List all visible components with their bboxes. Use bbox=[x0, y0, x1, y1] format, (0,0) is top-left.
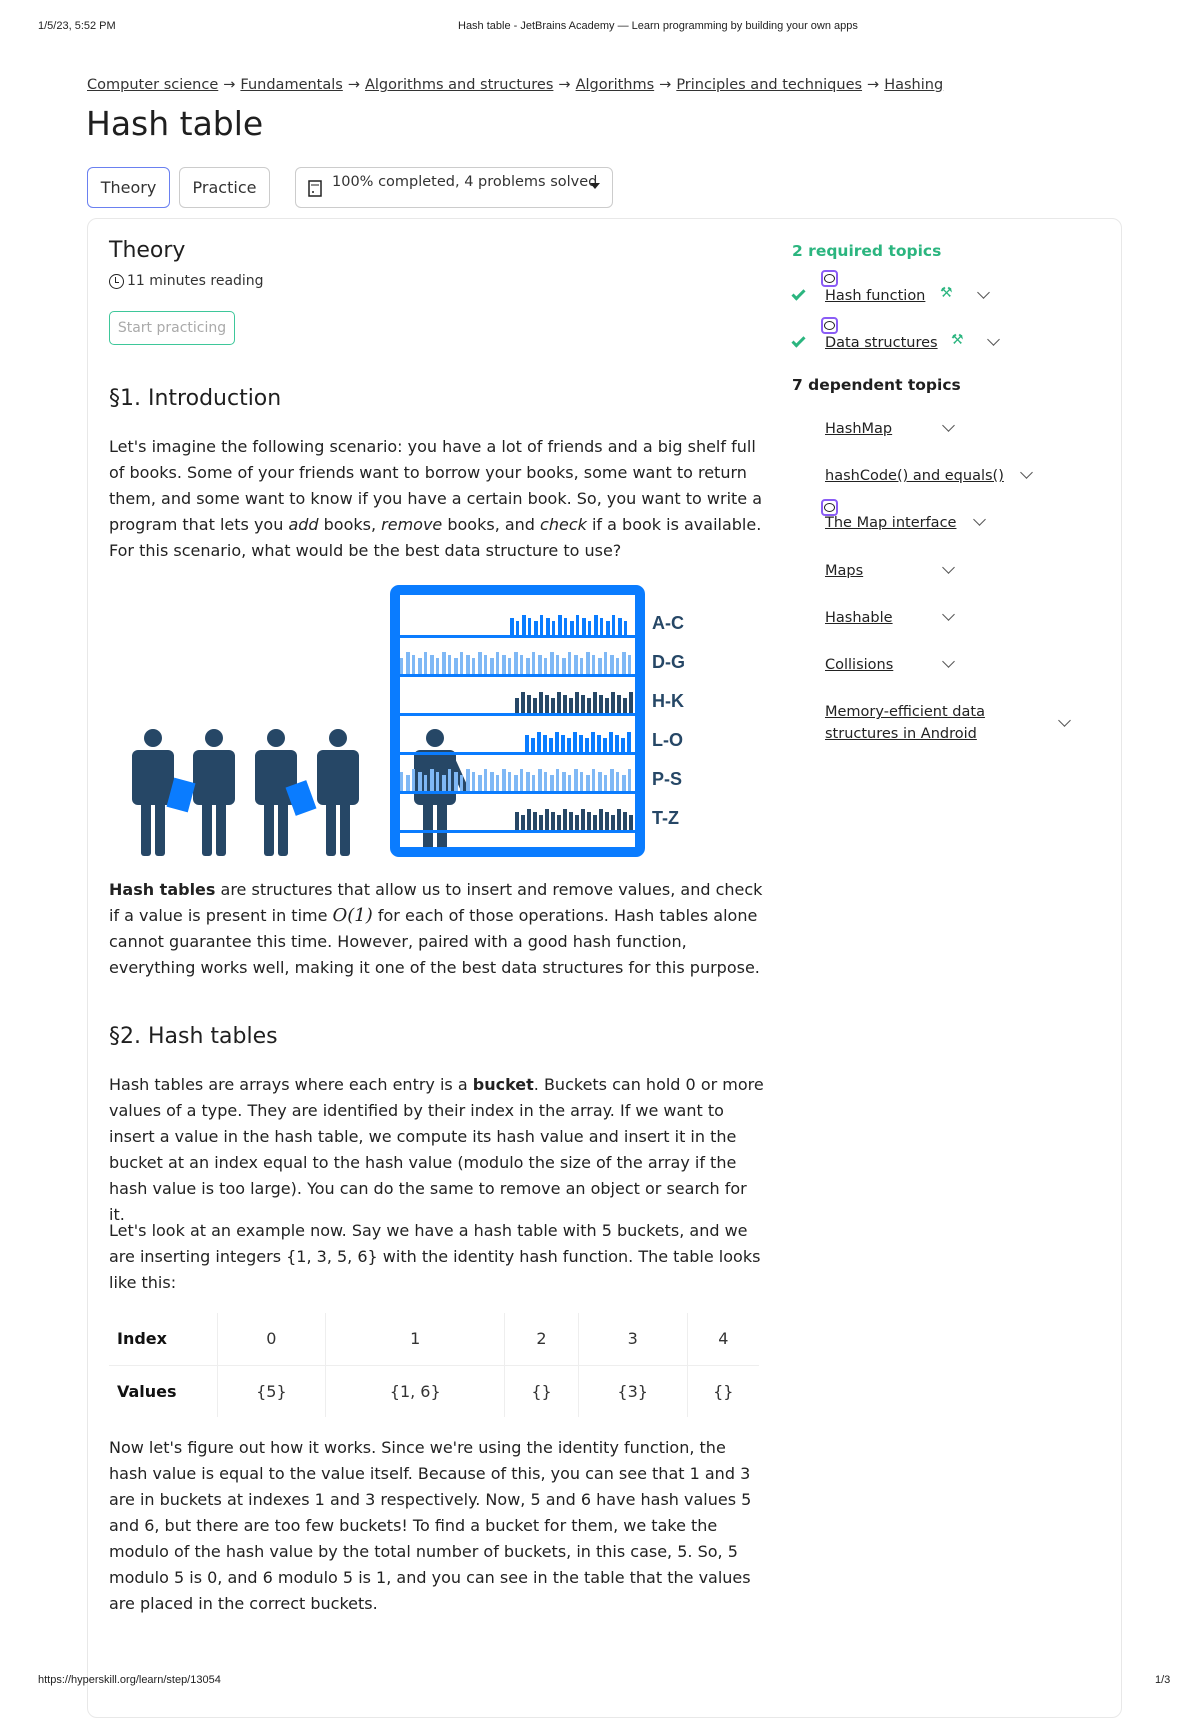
book bbox=[563, 695, 567, 713]
book bbox=[550, 652, 554, 674]
book bbox=[612, 615, 615, 635]
person-head bbox=[144, 729, 162, 747]
book bbox=[604, 775, 607, 791]
book bbox=[406, 652, 410, 674]
book bbox=[562, 772, 566, 791]
hammer-icon: ⚒ bbox=[940, 285, 953, 301]
book bbox=[597, 735, 601, 752]
book bbox=[528, 618, 531, 635]
text: are structures that allow us to insert and remove values, and check if a value is present in time bbox=[109, 880, 763, 925]
book bbox=[544, 772, 547, 791]
book bbox=[502, 769, 506, 791]
required-topic-link[interactable]: Data structures bbox=[825, 335, 938, 351]
book bbox=[616, 658, 619, 674]
book bbox=[521, 692, 525, 713]
book bbox=[600, 618, 603, 635]
reading-time-text: 11 minutes reading bbox=[127, 273, 264, 289]
book bbox=[599, 695, 603, 713]
progress-text: 100% completed, 4 problems solved bbox=[332, 174, 598, 190]
section-2-paragraph-3: Now let's figure out how it works. Since we're using the identity function, the hash value is equal to the value itself. Because of this, you can see that 1 and 3 are in buckets at indexes 1 and 3 respectively. Now, 5 and 6 have hash values 5 and 6, but there are too few buckets! To find a bucket for them, we take the modulo of the hash value by the total number of buckets, in this case, 5. So, 5 modulo 5 is 0, and 6 modulo 5 is 1, and you can see in the table that the values are placed in the correct buckets. bbox=[109, 1438, 752, 1613]
person-body bbox=[193, 750, 235, 805]
book bbox=[532, 652, 535, 674]
person-leg bbox=[155, 800, 165, 856]
theory-heading: Theory bbox=[109, 238, 186, 263]
book bbox=[551, 812, 555, 830]
start-practicing-button[interactable]: Start practicing bbox=[109, 311, 235, 345]
book bbox=[448, 655, 451, 674]
book bbox=[436, 658, 439, 674]
table-cell: {} bbox=[505, 1365, 579, 1417]
book bbox=[490, 658, 494, 674]
required-topics-heading: 2 required topics bbox=[792, 242, 942, 260]
book bbox=[537, 732, 541, 752]
breadcrumb-sep: → bbox=[347, 77, 360, 93]
table-cell: 3 bbox=[578, 1313, 687, 1365]
shelf-labels bbox=[652, 613, 685, 828]
book bbox=[526, 772, 530, 791]
book bbox=[490, 772, 494, 791]
book bbox=[430, 655, 434, 674]
shelf-label: H-K bbox=[652, 691, 684, 711]
book bbox=[510, 618, 514, 635]
shelf-board bbox=[400, 635, 635, 638]
section-2-paragraph-2: Let's look at an example now. Say we have a hash table with 5 buckets, and we are inserting integers {1, 3, 5, 6} with the identity hash function. The table looks like this: bbox=[109, 1221, 761, 1292]
book bbox=[442, 652, 446, 674]
book bbox=[599, 809, 603, 830]
bold-term: Hash tables bbox=[109, 880, 216, 899]
dependent-topic-link[interactable]: HashMap bbox=[825, 421, 893, 437]
person-leg bbox=[264, 800, 274, 856]
book bbox=[400, 658, 403, 674]
shelf-board bbox=[400, 752, 635, 755]
book bbox=[598, 658, 602, 674]
book bbox=[539, 815, 543, 830]
book bbox=[591, 732, 595, 752]
breadcrumb-sep: → bbox=[558, 77, 571, 93]
book bbox=[621, 738, 625, 752]
dependent-topic-link[interactable]: Memory-efficient data structures in Android bbox=[825, 704, 985, 742]
book bbox=[508, 772, 511, 791]
person-leg bbox=[326, 800, 336, 856]
book bbox=[540, 615, 543, 635]
book bbox=[611, 692, 615, 713]
book bbox=[615, 735, 619, 752]
book bbox=[628, 769, 631, 791]
book bbox=[594, 615, 598, 635]
hammer-icon: ⚒ bbox=[951, 332, 964, 348]
table-cell: {5} bbox=[217, 1365, 326, 1417]
book bbox=[544, 658, 547, 674]
book bbox=[574, 769, 578, 791]
book bbox=[592, 769, 595, 791]
book bbox=[576, 615, 579, 635]
person-leg bbox=[278, 800, 288, 856]
book bbox=[622, 652, 626, 674]
book bbox=[538, 769, 542, 791]
book bbox=[598, 772, 602, 791]
clock-icon bbox=[109, 274, 124, 289]
person-head bbox=[426, 729, 444, 747]
book bbox=[557, 815, 561, 830]
breadcrumb-link[interactable]: Algorithms and structures bbox=[364, 77, 554, 93]
shelf-label: P-S bbox=[652, 769, 683, 789]
book bbox=[478, 775, 482, 791]
table-cell: 4 bbox=[687, 1313, 759, 1365]
dependent-topics-heading: 7 dependent topics bbox=[792, 376, 961, 394]
section-1-paragraph-2 bbox=[109, 877, 764, 981]
shelf-board bbox=[400, 713, 635, 716]
book bbox=[400, 772, 403, 791]
book bbox=[466, 655, 470, 674]
book bbox=[545, 809, 549, 830]
book bbox=[627, 732, 631, 752]
book bbox=[574, 655, 578, 674]
book bbox=[575, 692, 579, 713]
book bbox=[484, 769, 487, 791]
book bbox=[448, 769, 451, 791]
book bbox=[442, 775, 446, 791]
person-leg bbox=[216, 800, 226, 856]
book bbox=[527, 695, 531, 713]
book bbox=[587, 698, 591, 713]
bookshelf-illustration bbox=[120, 585, 770, 860]
book bbox=[549, 738, 553, 752]
tab-theory[interactable]: Theory bbox=[87, 167, 170, 208]
book bbox=[525, 735, 529, 752]
section-2-paragraph-1 bbox=[109, 1072, 764, 1228]
book bbox=[412, 769, 415, 791]
shelf-board bbox=[400, 674, 635, 677]
book bbox=[515, 812, 519, 830]
text: for each of those operations. Hash tables alone cannot guarantee this time. However, paired with a good hash function, everything works well, making it one of the best data structures for this purpose. bbox=[109, 906, 760, 977]
shelf-label: T-Z bbox=[652, 808, 679, 828]
book bbox=[588, 621, 591, 635]
book bbox=[472, 658, 475, 674]
text: books, and bbox=[442, 515, 541, 534]
person-leg bbox=[202, 800, 212, 856]
book bbox=[521, 815, 525, 830]
book bbox=[623, 812, 627, 830]
emphasis: check bbox=[540, 515, 587, 534]
book bbox=[406, 775, 410, 791]
book bbox=[418, 658, 422, 674]
book bbox=[424, 775, 427, 791]
shelf-board bbox=[400, 791, 635, 794]
book bbox=[532, 775, 535, 791]
book bbox=[569, 698, 573, 713]
dependent-topic-link[interactable]: hashCode() and equals() bbox=[825, 468, 1004, 484]
book bbox=[628, 655, 631, 674]
breadcrumb-link[interactable]: Algorithms bbox=[575, 77, 655, 93]
print-title: Hash table - JetBrains Academy — Learn programming by building your own apps bbox=[458, 20, 858, 32]
book bbox=[618, 618, 622, 635]
text: books, bbox=[318, 515, 382, 534]
book bbox=[622, 775, 626, 791]
book bbox=[538, 655, 542, 674]
book bbox=[575, 815, 579, 830]
person-leg bbox=[340, 800, 350, 856]
person-body bbox=[317, 750, 359, 805]
book bbox=[623, 698, 627, 713]
book bbox=[579, 735, 583, 752]
book bbox=[454, 772, 458, 791]
book bbox=[605, 812, 609, 830]
section-1-title: §1. Introduction bbox=[109, 386, 282, 411]
book bbox=[564, 618, 567, 635]
book bbox=[624, 621, 627, 635]
book bbox=[551, 698, 555, 713]
breadcrumb-sep: → bbox=[659, 77, 672, 93]
reading-time bbox=[109, 273, 264, 289]
page-title: Hash table bbox=[86, 104, 264, 143]
book bbox=[531, 738, 535, 752]
dependent-topic-link[interactable]: Maps bbox=[825, 563, 864, 579]
hash-table-example bbox=[109, 1313, 759, 1417]
book bbox=[581, 695, 585, 713]
math-o1: O(1) bbox=[332, 905, 373, 926]
book bbox=[610, 769, 614, 791]
tab-practice[interactable]: Practice bbox=[179, 167, 270, 208]
person-head bbox=[267, 729, 285, 747]
book bbox=[516, 621, 519, 635]
book bbox=[616, 772, 619, 791]
book bbox=[557, 692, 561, 713]
print-date: 1/5/23, 5:52 PM bbox=[38, 20, 116, 32]
book bbox=[586, 652, 590, 674]
book bbox=[604, 652, 607, 674]
book bbox=[555, 732, 559, 752]
book bbox=[606, 621, 610, 635]
table-row bbox=[109, 1313, 759, 1365]
book bbox=[629, 815, 633, 830]
person-leg bbox=[141, 800, 151, 856]
table-cell: 2 bbox=[505, 1313, 579, 1365]
book bbox=[617, 809, 621, 830]
progress-dropdown[interactable] bbox=[295, 167, 613, 208]
book bbox=[424, 652, 427, 674]
book bbox=[496, 652, 499, 674]
book bbox=[556, 769, 559, 791]
book bbox=[570, 621, 574, 635]
book bbox=[582, 618, 586, 635]
table-cell: {3} bbox=[578, 1365, 687, 1417]
book bbox=[478, 652, 482, 674]
breadcrumb-link[interactable]: Fundamentals bbox=[240, 77, 343, 93]
dependent-topic-link[interactable]: The Map interface bbox=[825, 515, 957, 531]
book bbox=[550, 775, 554, 791]
table-cell: 0 bbox=[217, 1313, 326, 1365]
book bbox=[567, 738, 571, 752]
book bbox=[605, 698, 609, 713]
shelf-label: A-C bbox=[652, 613, 684, 633]
dependent-topic-link[interactable]: Collisions bbox=[825, 657, 894, 673]
progress-icon bbox=[308, 179, 322, 197]
book bbox=[514, 775, 518, 791]
book bbox=[545, 695, 549, 713]
book bbox=[526, 658, 530, 674]
book bbox=[418, 772, 422, 791]
text: if a book is available. For this scenario, what would be the best data structure to use? bbox=[109, 515, 762, 560]
bold-term: bucket bbox=[472, 1075, 534, 1094]
book bbox=[568, 775, 571, 791]
book bbox=[436, 772, 439, 791]
book bbox=[585, 738, 589, 752]
book bbox=[593, 692, 597, 713]
table-cell: {1, 6} bbox=[326, 1365, 505, 1417]
book bbox=[603, 738, 607, 752]
book bbox=[533, 812, 537, 830]
print-url: https://hyperskill.org/learn/step/13054 bbox=[38, 1674, 221, 1686]
book bbox=[562, 658, 566, 674]
book bbox=[581, 809, 585, 830]
dependent-topic-link[interactable]: Hashable bbox=[825, 610, 893, 626]
caret-down-icon bbox=[590, 183, 600, 189]
book bbox=[580, 658, 583, 674]
book bbox=[522, 615, 526, 635]
book bbox=[508, 658, 511, 674]
book bbox=[573, 732, 577, 752]
emphasis: remove bbox=[381, 515, 443, 534]
book bbox=[617, 695, 621, 713]
book bbox=[580, 772, 583, 791]
breadcrumb-sep: → bbox=[867, 77, 880, 93]
book bbox=[592, 655, 595, 674]
book bbox=[520, 769, 523, 791]
book bbox=[454, 658, 458, 674]
book bbox=[558, 615, 562, 635]
book bbox=[556, 655, 559, 674]
breadcrumb-link[interactable]: Hashing bbox=[884, 77, 944, 93]
table-cell: {} bbox=[687, 1365, 759, 1417]
text: . Buckets can hold 0 or more values of a type. They are identified by their index in the array. If we want to insert a value in the hash table, we compute its hash value and insert it in the bucket at an index equal to the hash value (modulo the size of the array if the hash value is too large). You can do the same to remove an object or search for it. bbox=[109, 1075, 764, 1224]
table-cell: Index bbox=[109, 1313, 217, 1365]
book bbox=[543, 735, 547, 752]
required-topic-link[interactable]: Hash function bbox=[825, 288, 926, 304]
book bbox=[569, 812, 573, 830]
text: Let's imagine the following scenario: you have a lot of friends and a big shelf full of books. Some of your friends want to borrow your books, some want to return them, and some want to know if you have a certain book. So, you want to write a program that lets you bbox=[109, 437, 763, 534]
book bbox=[472, 772, 475, 791]
book bbox=[502, 655, 506, 674]
person-head bbox=[329, 729, 347, 747]
book bbox=[412, 655, 415, 674]
emphasis: add bbox=[288, 515, 319, 534]
book bbox=[587, 812, 591, 830]
book bbox=[520, 655, 523, 674]
person-head bbox=[205, 729, 223, 747]
book bbox=[460, 775, 463, 791]
section-1-paragraph-1 bbox=[109, 434, 764, 564]
book bbox=[563, 809, 567, 830]
breadcrumb-sep: → bbox=[223, 77, 236, 93]
book bbox=[430, 769, 434, 791]
section-2-title: §2. Hash tables bbox=[109, 1024, 278, 1049]
book bbox=[610, 655, 614, 674]
book bbox=[460, 652, 463, 674]
text: Hash tables are arrays where each entry is a bbox=[109, 1075, 473, 1094]
book bbox=[561, 735, 565, 752]
book bbox=[546, 618, 550, 635]
book bbox=[586, 775, 590, 791]
book bbox=[552, 621, 555, 635]
book bbox=[593, 815, 597, 830]
breadcrumb-link[interactable]: Computer science bbox=[87, 77, 219, 93]
book bbox=[484, 655, 487, 674]
shelf-board bbox=[400, 830, 635, 833]
shelf-label: L-O bbox=[652, 730, 683, 750]
person-body bbox=[132, 750, 174, 805]
book bbox=[568, 652, 571, 674]
book bbox=[527, 809, 531, 830]
book bbox=[515, 698, 519, 713]
breadcrumb bbox=[87, 77, 943, 93]
table-cell: 1 bbox=[326, 1313, 505, 1365]
book bbox=[539, 692, 543, 713]
book bbox=[466, 769, 470, 791]
book bbox=[534, 621, 538, 635]
book bbox=[629, 692, 633, 713]
book bbox=[496, 775, 499, 791]
table-row bbox=[109, 1365, 759, 1417]
book bbox=[514, 652, 518, 674]
book bbox=[533, 698, 537, 713]
shelf-label: D-G bbox=[652, 652, 685, 672]
print-page: 1/3 bbox=[1155, 1674, 1171, 1686]
book bbox=[609, 732, 613, 752]
breadcrumb-link[interactable]: Principles and techniques bbox=[676, 77, 863, 93]
table-cell: Values bbox=[117, 1381, 177, 1401]
book bbox=[611, 815, 615, 830]
